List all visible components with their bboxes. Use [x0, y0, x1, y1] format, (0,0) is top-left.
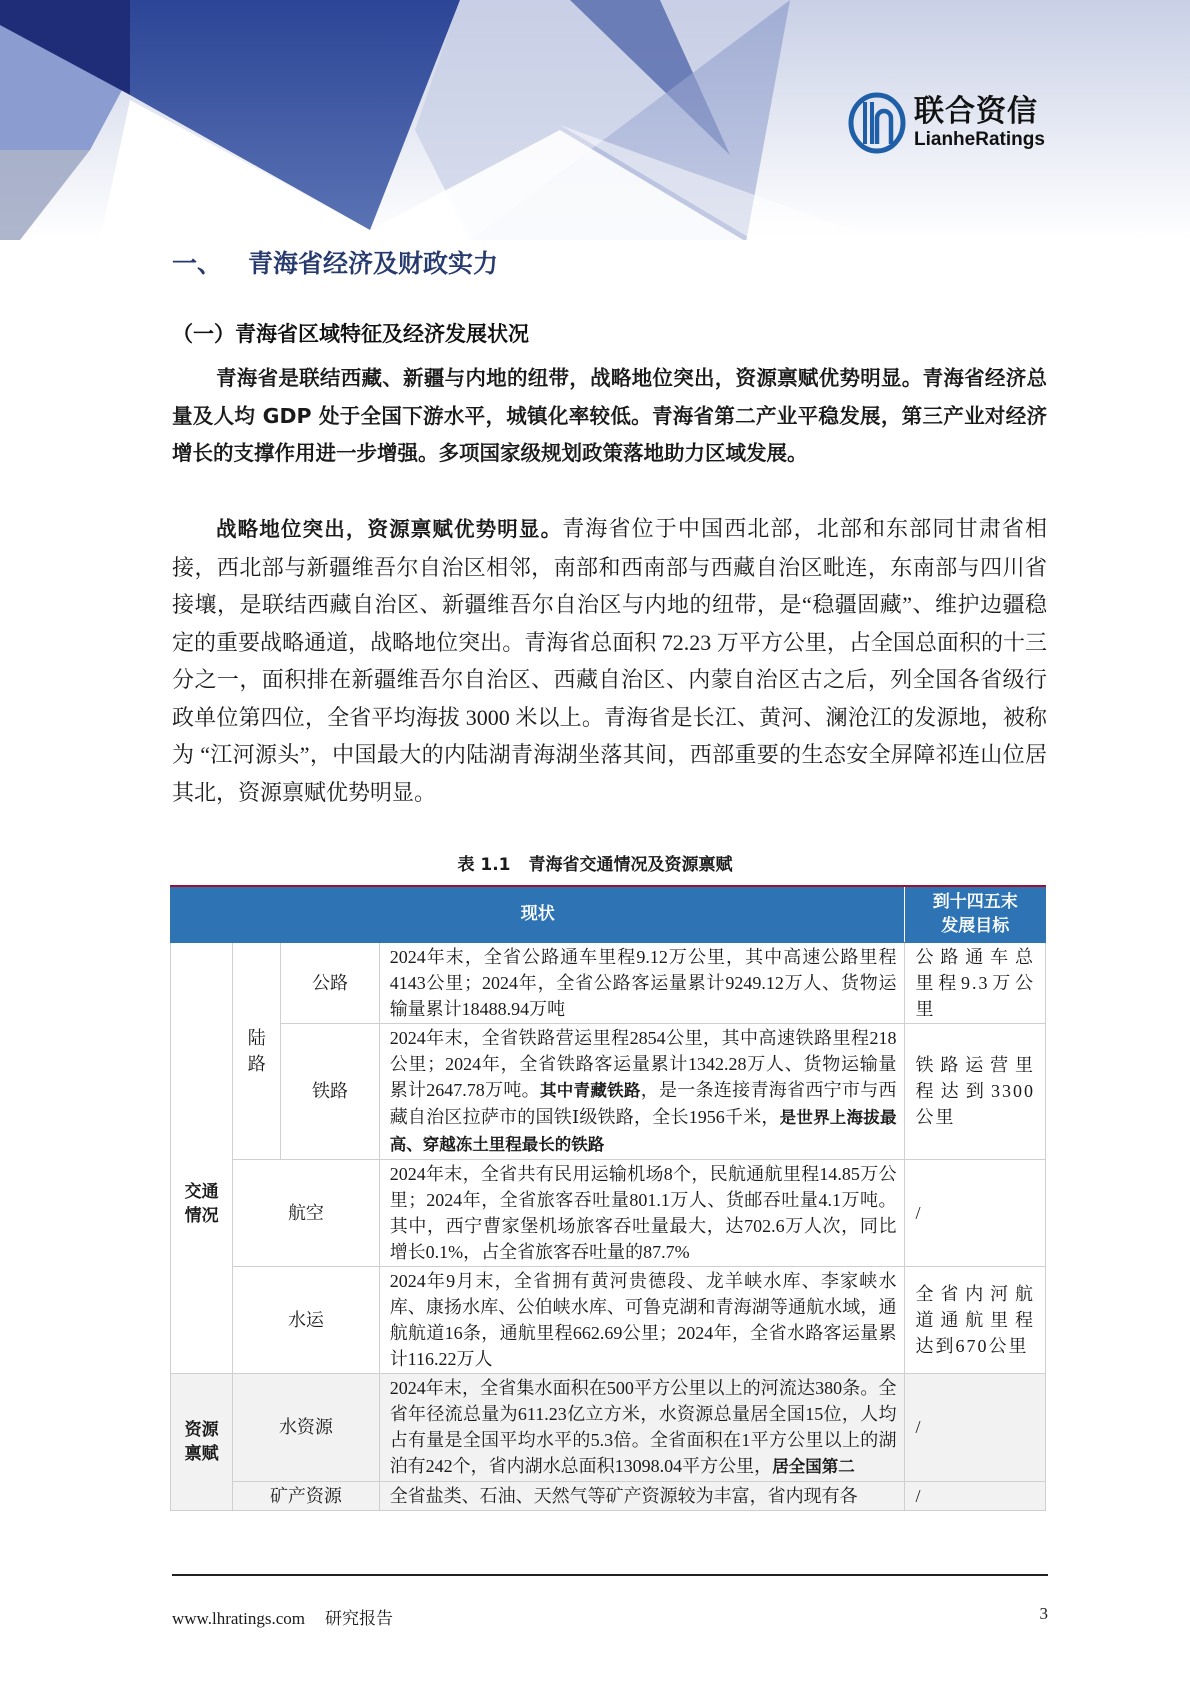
desc-water-resources-text: 2024年末，全省集水面积在500平方公里以上的河流达380条。全省年径流总量为611.23亿立方米，水资源总量居全国15位，人均占有量是全国平均水平的5.3倍。全省面积在1平方公里以上的湖泊有242个，省内湖水总面积13098.04平方公里， — [389, 1377, 897, 1476]
subsection-heading: （一）青海省区域特征及经济发展状况 — [172, 322, 529, 346]
lianhe-logo-icon — [848, 92, 906, 154]
desc-road: 2024年末，全省公路通车里程9.12万公里，其中高速公路里程4143公里；2024年，全省公路客运量累计9249.12万人、货物运输量累计18488.94万吨 — [379, 942, 905, 1023]
desc-rail-part-a: 2024年末，全省铁路营运里程2854公里，其中高速铁路里程218公里；2024年，全省铁路客运量累计1342.28万人、货物运输量累计2647.78万吨。 — [389, 1027, 897, 1100]
category-resources — [171, 1373, 233, 1510]
category-transport-line1: 交通 — [184, 1181, 219, 1202]
goal-mineral: / — [905, 1481, 1046, 1510]
table-caption-number: 表 1.1 — [457, 855, 511, 875]
mode-rail: 铁路 — [281, 1023, 379, 1159]
brand-name-cn: 联合资信 — [914, 94, 1038, 129]
table-row-mineral — [171, 1481, 1046, 1510]
goal-water-transport: 全省内河航道通航里程达到670公里 — [905, 1266, 1046, 1373]
desc-rail-highlight-2: 是世界上海拔最高、穿越冻土里程最长的铁路 — [389, 1107, 897, 1154]
category-resources-line2: 禀赋 — [184, 1443, 219, 1464]
category-transport-line2: 情况 — [184, 1205, 219, 1226]
category-transport — [171, 942, 233, 1373]
paragraph-body: 青海省位于中国西北部，北部和东部同甘肃省相接，西北部与新疆维吾尔自治区相邻，南部和西南部与西藏自治区毗连，东南部与四川省接壤，是联结西藏自治区、新疆维吾尔自治区与内地的纽带，是“稳疆固藏”、维护边疆稳定的重要战略通道，战略地位突出。青海省总面积 72.23 万平方公里，占全国总面积的十三分之一，面积排在新疆维吾尔自治区、西藏自治区、内蒙自治区古之后，列全国各省级行政单位第四位，全省平均海拔 3000 米以上。青海省是长江、黄河、澜沧江的发源地，被称为 “江河源头”，中国最大的内陆湖青海湖坐落其间，西部重要的生态安全屏障祁连山位居其北，资源禀赋优势明显。 — [172, 516, 1047, 805]
table-row-water-resources — [171, 1373, 1046, 1481]
table-caption — [0, 850, 1190, 875]
paragraph-lead: 战略地位突出，资源禀赋优势明显。 — [216, 517, 563, 541]
column-header-status: 现状 — [171, 886, 905, 942]
transport-resources-table — [170, 885, 1046, 1511]
mode-water-transport: 水运 — [233, 1266, 379, 1373]
footer-website-link[interactable]: www.lhratings.com — [172, 1609, 305, 1628]
footer-doc-type: 研究报告 — [325, 1609, 393, 1628]
footer-divider — [172, 1574, 1048, 1576]
goal-rail: 铁路运营里程达到3300公里 — [905, 1023, 1046, 1159]
subcategory-land-line1: 陆 — [247, 1027, 266, 1048]
table-row-air — [171, 1159, 1046, 1266]
goal-water-resources: / — [905, 1373, 1046, 1481]
table-row-road — [171, 942, 1046, 1023]
mode-water-resources: 水资源 — [233, 1373, 379, 1481]
mode-road: 公路 — [281, 942, 379, 1023]
desc-mineral: 全省盐类、石油、天然气等矿产资源较为丰富，省内现有各 — [379, 1481, 905, 1510]
subcategory-land-line2: 路 — [247, 1053, 266, 1074]
goal-air: / — [905, 1159, 1046, 1266]
page-footer — [172, 1604, 1048, 1629]
table-caption-title: 青海省交通情况及资源禀赋 — [528, 855, 733, 875]
goal-header-line2: 发展目标 — [941, 916, 1010, 937]
section-number: 一、 — [172, 249, 223, 278]
goal-road: 公路通车总里程9.3万公里 — [905, 942, 1046, 1023]
subcategory-land — [233, 942, 281, 1159]
desc-rail-part-c: ，是一条连接青海省西宁市与西藏自治区拉萨市的国铁Ⅰ级铁路，全长1956千米， — [389, 1079, 897, 1127]
mode-air: 航空 — [233, 1159, 379, 1266]
table-row-rail — [171, 1023, 1046, 1159]
desc-water-transport: 2024年9月末，全省拥有黄河贵德段、龙羊峡水库、李家峡水库、康扬水库、公伯峡水库、可鲁克湖和青海湖等通航水域，通航航道16条，通航里程662.69公里；2024年，全省水路客运量累计116.22万人 — [379, 1266, 905, 1373]
section-title: 青海省经济及财政实力 — [248, 249, 499, 278]
table-row-water-transport — [171, 1266, 1046, 1373]
desc-water-resources-highlight: 居全国第二 — [772, 1456, 855, 1476]
summary-paragraph: 青海省是联结西藏、新疆与内地的纽带，战略地位突出，资源禀赋优势明显。青海省经济总量及人均 GDP 处于全国下游水平，城镇化率较低。青海省第二产业平稳发展，第三产业对经济增长的支撑作用进一步增强。多项国家级规划政策落地助力区域发展。 — [172, 366, 1047, 465]
column-header-goal — [905, 886, 1046, 942]
brand-name-en: LianheRatings — [914, 129, 1045, 150]
page-number: 3 — [1039, 1604, 1048, 1623]
desc-rail — [379, 1023, 905, 1159]
desc-air: 2024年末，全省共有民用运输机场8个，民航通航里程14.85万公里；2024年，全省旅客吞吐量801.1万人、货邮吞吐量4.1万吨。其中，西宁曹家堡机场旅客吞吐量最大，达702.6万人次，同比增长0.1%，占全省旅客吞吐量的87.7% — [379, 1159, 905, 1266]
goal-header-line1: 到十四五末 — [932, 892, 1018, 913]
section-heading — [172, 244, 498, 280]
desc-rail-highlight-1: 其中青藏铁路 — [539, 1080, 641, 1100]
mode-mineral: 矿产资源 — [233, 1481, 379, 1510]
brand-logo — [848, 92, 1045, 154]
desc-water-resources — [379, 1373, 905, 1481]
body-paragraph — [172, 510, 1047, 811]
category-resources-line1: 资源 — [184, 1419, 219, 1440]
